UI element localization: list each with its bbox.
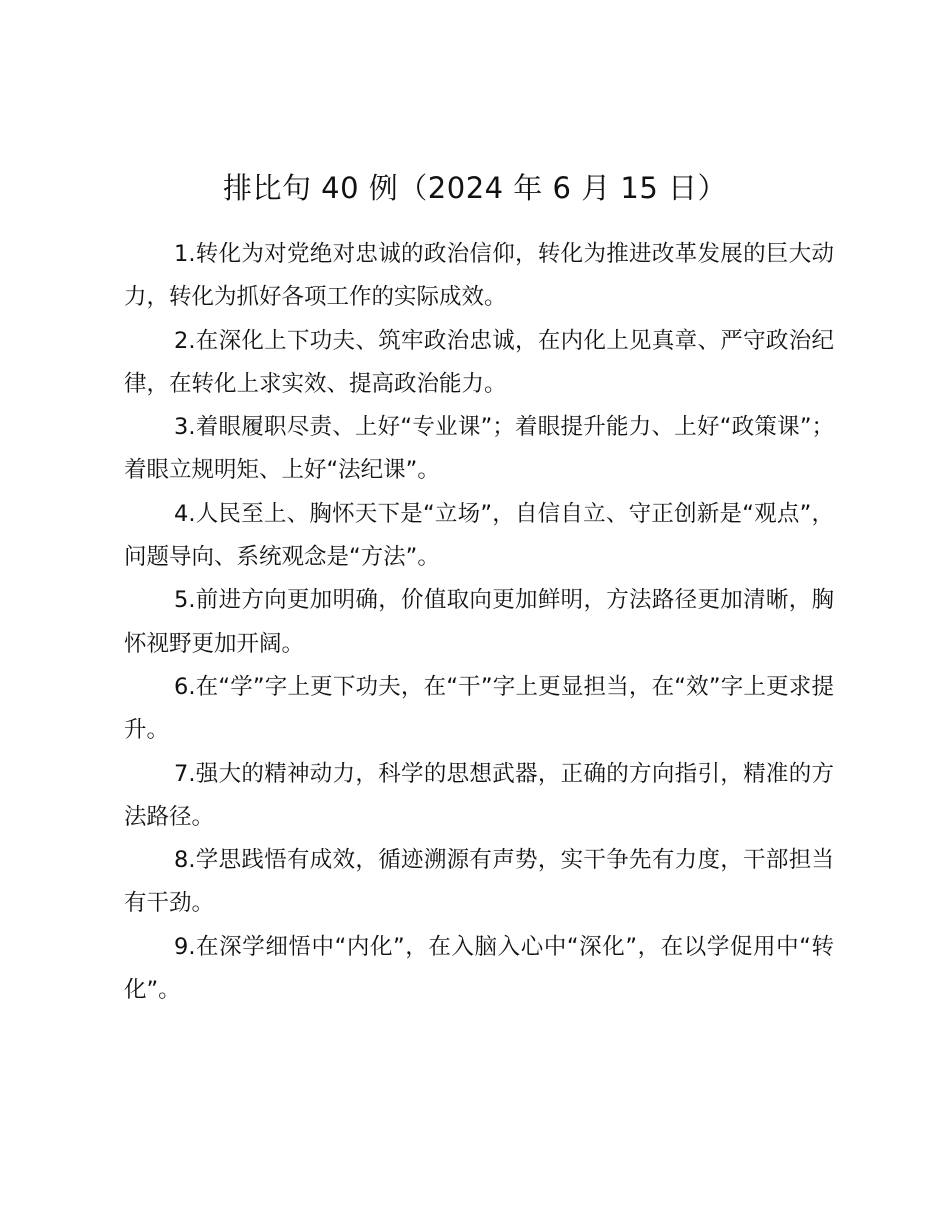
paragraph-5: 5.前进方向更加明确，价值取向更加鲜明，方法路径更加清晰，胸怀视野更加开阔。 (124, 587, 834, 657)
paragraph-9: 9.在深学细悟中“内化”，在入脑入心中“深化”，在以学促用中“转化”。 (124, 933, 834, 1004)
document-body (124, 233, 834, 1012)
paragraph-8: 8.学思践悟有成效，循迹溯源有声势，实干争先有力度，干部担当有干劲。 (124, 847, 834, 917)
paragraph-3: 3.着眼履职尽责、上好“专业课”；着眼提升能力、上好“政策课”；着眼立规明矩、上好“法纪课”。 (124, 414, 834, 484)
paragraph-6: 6.在“学”字上更下功夫，在“干”字上更显担当，在“效”字上更求提升。 (124, 673, 834, 744)
document-title: 排比句 40 例（2024 年 6 月 15 日） (222, 171, 728, 205)
paragraph-4: 4.人民至上、胸怀天下是“立场”，自信自立、守正创新是“观点”，问题导向、系统观念是“方法”。 (124, 500, 834, 571)
paragraph-1: 1.转化为对党绝对忠诚的政治信仰，转化为推进改革发展的巨大动力，转化为抓好各项工作的实际成效。 (124, 241, 834, 311)
paragraph-2: 2.在深化上下功夫、筑牢政治忠诚，在内化上见真章、严守政治纪律，在转化上求实效、提高政治能力。 (124, 327, 834, 397)
paragraph-7: 7.强大的精神动力，科学的思想武器，正确的方向指引，精准的方法路径。 (124, 760, 834, 830)
